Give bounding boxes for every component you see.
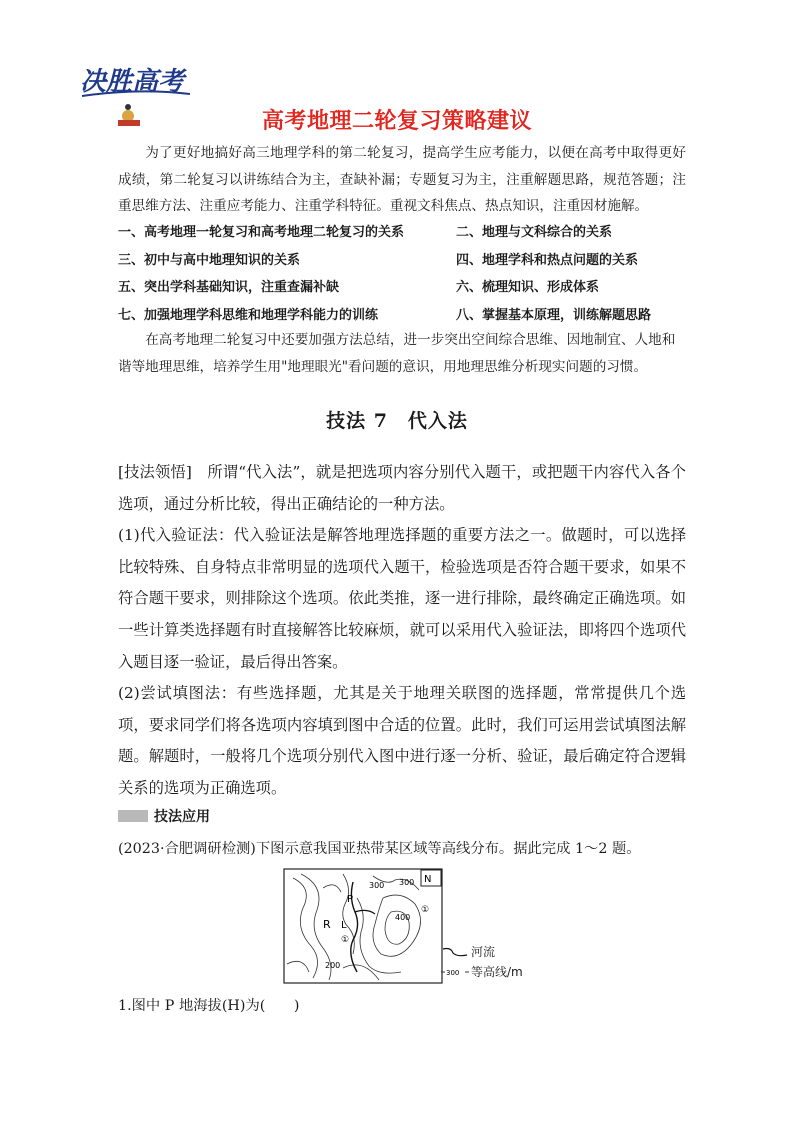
contour-label: 400 — [395, 913, 411, 922]
document-title: 高考地理二轮复习策略建议 — [261, 109, 532, 134]
technique-paragraph — [118, 457, 686, 520]
technique-paragraph: (1)代入验证法：代入验证法是解答地理选择题的重要方法之一。做题时，可以选择比较特殊、自身特点非常明显的选项代入题干，检验选项是否符合题干要求，如果不符合题干要求，则排除这个选项。依此类推，逐一进行排除，最终确定正确选项。如一些计算类选择题有时直接解答比较麻烦，就可以采用代入验证法，即将四个选项代入题目逐一验证，最后得出答案。 — [118, 526, 686, 671]
north-label: N — [424, 874, 432, 885]
question-intro: (2023·合肥调研检测)下图示意我国亚热带某区域等高线分布。据此完成 1～2 题。 — [118, 841, 641, 857]
legend-contour-label: 等高线/m — [471, 965, 523, 979]
legend-contour-sample: 300 — [446, 969, 460, 977]
marker-label: ① — [421, 905, 430, 915]
application-text: 技法应用 — [154, 809, 210, 825]
logo-text: 决胜高考 — [80, 67, 185, 97]
intro-paragraph: 为了更好地搞好高三地理学科的第二轮复习，提高学生应考能力，以便在高考中取得更好成绩，第二轮复习以讲练结合为主，查缺补漏；专题复习为主，注重解题思路，规范答题；注重思维方法、注重应考能力、注重学科特征。重视文科焦点、热点知识，注重因材施解。 — [118, 145, 686, 214]
section-heading: 技法 7 代入法 — [326, 410, 468, 432]
technique-text: 所谓“代入法”，就是把选项内容分别代入题干，或把题干内容代入各个选项，通过分析比较，得出正确结论的一种方法。 — [118, 463, 686, 513]
contour-label: 300 — [399, 878, 415, 887]
strategy-item: 八、掌握基本原理，训练解题思路 — [456, 307, 652, 323]
legend-river-label: 河流 — [471, 945, 496, 959]
method-summary-paragraph: 在高考地理二轮复习中还要加强方法总结，进一步突出空间综合思维、因地制宜、人地和谐等地理思维，培养学生用"地理眼光"看问题的意识，用地理思维分析现实问题的习惯。 — [118, 332, 676, 375]
application-label — [118, 806, 210, 826]
strategy-item: 二、地理与文科综合的关系 — [456, 225, 613, 240]
strategy-item: 一、高考地理一轮复习和高考地理二轮复习的关系 — [118, 225, 405, 240]
legend-river — [441, 942, 523, 962]
contour-map — [283, 868, 443, 984]
strategy-item: 六、梳理知识、形成体系 — [456, 280, 600, 295]
technique-paragraph: (2)尝试填图法：有些选择题，尤其是关于地理关联图的选择题，常常提供几个选项，要求同学们将各选项内容填到图中合适的位置。此时，我们可运用尝试填图法解题。解题时，一般将几个选项分别代入图中进行逐一分析、验证，最后确定符合逻辑关系的选项为正确选项。 — [118, 684, 686, 797]
label-bar-icon — [118, 810, 148, 822]
river-symbol-icon — [441, 945, 471, 959]
map-legend — [441, 942, 523, 982]
strategy-item: 七、加强地理学科思维和地理学科能力的训练 — [118, 307, 379, 323]
point-r-label: R — [323, 918, 331, 931]
contour-symbol-icon — [441, 965, 471, 979]
contour-label: 200 — [325, 961, 341, 970]
contour-label: 300 — [369, 881, 385, 890]
strategy-row — [118, 274, 686, 302]
strategy-row — [118, 219, 686, 247]
contour-map-figure — [283, 868, 443, 984]
strategy-list — [118, 219, 686, 329]
point-p-label: P — [347, 894, 354, 905]
question-1: 1.图中 P 地海拔(H)为( ) — [118, 998, 300, 1014]
technique-body — [118, 457, 686, 805]
strategy-row — [118, 302, 686, 330]
strategy-row — [118, 247, 686, 275]
legend-contour — [441, 962, 523, 982]
marker-label: ① — [341, 935, 350, 945]
strategy-item: 五、突出学科基础知识，注重查漏补缺 — [118, 280, 340, 295]
technique-tag: [技法领悟] — [118, 463, 192, 481]
strategy-item: 三、初中与高中地理知识的关系 — [118, 252, 301, 268]
strategy-item: 四、地理学科和热点问题的关系 — [456, 252, 639, 268]
point-l-label: L — [341, 920, 347, 931]
